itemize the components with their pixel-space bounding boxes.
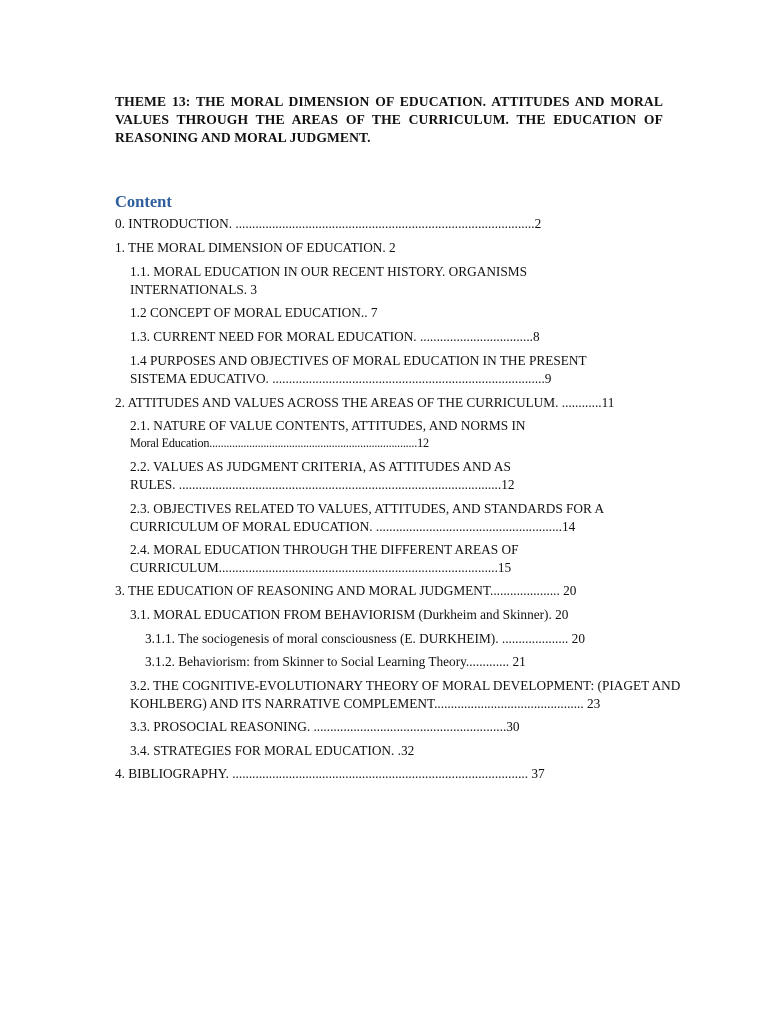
toc-entry-1-1-line2[interactable]: INTERNATIONALS. 3 — [130, 282, 258, 297]
toc-entry-2-4-line1[interactable]: 2.4. MORAL EDUCATION THROUGH THE DIFFERENT AREAS OF — [130, 542, 519, 557]
toc-entry-2-2-line2[interactable]: RULES. .................................................................................................12 — [130, 477, 515, 492]
toc-entry-2-1-line2[interactable]: Moral Education.........................................................................12 — [130, 436, 429, 450]
toc-entry-3-3[interactable]: 3.3. PROSOCIAL REASONING. ..........................................................30 — [130, 719, 520, 734]
document-title: THEME 13: THE MORAL DIMENSION OF EDUCATION. ATTITUDES AND MORAL VALUES THROUGH THE AREAS OF THE CURRICULUM. THE EDUCATION OF REASONING AND MORAL JUDGMENT. — [115, 94, 663, 145]
toc-entry-1-2[interactable]: 1.2 CONCEPT OF MORAL EDUCATION.. 7 — [130, 305, 378, 320]
toc-entry-bibliography[interactable]: 4. BIBLIOGRAPHY. ......................................................................................... 37 — [115, 766, 545, 781]
toc-entry-3-2-line1[interactable]: 3.2. THE COGNITIVE-EVOLUTIONARY THEORY OF MORAL DEVELOPMENT: (PIAGET AND — [130, 678, 681, 693]
toc-entry-3-1[interactable]: 3.1. MORAL EDUCATION FROM BEHAVIORISM (Durkheim and Skinner). 20 — [130, 607, 569, 622]
toc-entry-3-1-1[interactable]: 3.1.1. The sociogenesis of moral consciousness (E. DURKHEIM). .................... 20 — [145, 631, 585, 646]
toc-entry-1-3[interactable]: 1.3. CURRENT NEED FOR MORAL EDUCATION. ..................................8 — [130, 329, 540, 344]
content-heading: Content — [115, 192, 172, 211]
toc-entry-1-4-line2[interactable]: SISTEMA EDUCATIVO. ..................................................................................9 — [130, 371, 552, 386]
toc-entry-2-3-line2[interactable]: CURRICULUM OF MORAL EDUCATION. ........................................................14 — [130, 519, 576, 534]
toc-entry-3-2-line2[interactable]: KOHLBERG) AND ITS NARRATIVE COMPLEMENT............................................. 23 — [130, 696, 601, 711]
toc-entry-moral-dimension[interactable]: 1. THE MORAL DIMENSION OF EDUCATION. 2 — [115, 240, 396, 255]
toc-entry-1-1-line1[interactable]: 1.1. MORAL EDUCATION IN OUR RECENT HISTORY. ORGANISMS — [130, 264, 527, 279]
toc-entry-2-3-line1[interactable]: 2.3. OBJECTIVES RELATED TO VALUES, ATTITUDES, AND STANDARDS FOR A — [130, 501, 605, 516]
toc-entry-reasoning-judgment[interactable]: 3. THE EDUCATION OF REASONING AND MORAL JUDGMENT..................... 20 — [115, 583, 577, 598]
toc-entry-3-4[interactable]: 3.4. STRATEGIES FOR MORAL EDUCATION. .32 — [130, 743, 415, 758]
toc-entry-1-4-line1[interactable]: 1.4 PURPOSES AND OBJECTIVES OF MORAL EDUCATION IN THE PRESENT — [130, 353, 587, 368]
toc-entry-2-4-line2[interactable]: CURRICULUM....................................................................................15 — [130, 560, 512, 575]
toc-entry-introduction[interactable]: 0. INTRODUCTION. ..........................................................................................2 — [115, 216, 542, 231]
toc-entry-3-1-2[interactable]: 3.1.2. Behaviorism: from Skinner to Social Learning Theory............. 21 — [145, 654, 526, 669]
toc-entry-2-2-line1[interactable]: 2.2. VALUES AS JUDGMENT CRITERIA, AS ATTITUDES AND AS — [130, 459, 511, 474]
toc-entry-2-1-line1[interactable]: 2.1. NATURE OF VALUE CONTENTS, ATTITUDES, AND NORMS IN — [130, 418, 526, 433]
toc-entry-attitudes-values[interactable]: 2. ATTITUDES AND VALUES ACROSS THE AREAS OF THE CURRICULUM. ............11 — [115, 395, 615, 410]
